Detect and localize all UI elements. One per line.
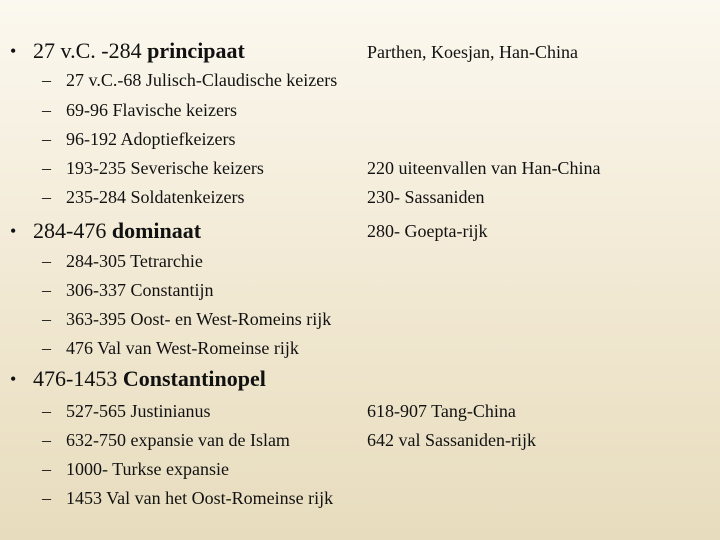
list-item: 235-284 Soldatenkeizers bbox=[66, 187, 245, 207]
side-note: 618-907 Tang-China bbox=[367, 401, 516, 421]
dash-icon: – bbox=[42, 488, 51, 508]
section-title-name: dominaat bbox=[111, 218, 202, 243]
dash-icon: – bbox=[42, 187, 51, 207]
list-item: 69-96 Flavische keizers bbox=[66, 100, 237, 120]
section-title-years: 27 v.C. -284 bbox=[33, 38, 142, 63]
list-item: 27 v.C.-68 Julisch-Claudische keizers bbox=[66, 70, 338, 90]
dash-icon: – bbox=[42, 309, 51, 329]
section-title-name: principaat bbox=[147, 38, 245, 63]
bullet-icon: • bbox=[10, 369, 17, 389]
list-item: 1000- Turkse expansie bbox=[66, 459, 229, 479]
dash-icon: – bbox=[42, 129, 51, 149]
dash-icon: – bbox=[42, 338, 51, 358]
list-item: 306-337 Constantijn bbox=[66, 280, 214, 300]
list-item: 476 Val van West-Romeinse rijk bbox=[66, 338, 299, 358]
side-note: Parthen, Koesjan, Han-China bbox=[367, 42, 578, 62]
section-title-years: 284-476 bbox=[33, 218, 107, 243]
bullet-icon: • bbox=[10, 221, 17, 241]
list-item: 193-235 Severische keizers bbox=[66, 158, 264, 178]
side-note: 230- Sassaniden bbox=[367, 187, 485, 207]
side-note: 220 uiteenvallen van Han-China bbox=[367, 158, 601, 178]
dash-icon: – bbox=[42, 280, 51, 300]
list-item: 96-192 Adoptiefkeizers bbox=[66, 129, 236, 149]
bullet-icon: • bbox=[10, 41, 17, 61]
list-item: 1453 Val van het Oost-Romeinse rijk bbox=[66, 488, 334, 508]
side-note: 642 val Sassaniden-rijk bbox=[367, 430, 536, 450]
side-note: 280- Goepta-rijk bbox=[367, 221, 488, 241]
section-title bbox=[33, 220, 201, 242]
dash-icon: – bbox=[42, 459, 51, 479]
list-item: 363-395 Oost- en West-Romeins rijk bbox=[66, 309, 332, 329]
section-title-years: 476-1453 bbox=[33, 366, 118, 391]
section-title bbox=[33, 40, 245, 62]
dash-icon: – bbox=[42, 401, 51, 421]
dash-icon: – bbox=[42, 158, 51, 178]
list-item: 284-305 Tetrarchie bbox=[66, 251, 203, 271]
dash-icon: – bbox=[42, 70, 51, 90]
dash-icon: – bbox=[42, 251, 51, 271]
section-title bbox=[33, 368, 266, 390]
section-title-name: Constantinopel bbox=[122, 366, 266, 391]
dash-icon: – bbox=[42, 430, 51, 450]
list-item: 632-750 expansie van de Islam bbox=[66, 430, 290, 450]
dash-icon: – bbox=[42, 100, 51, 120]
list-item: 527-565 Justinianus bbox=[66, 401, 211, 421]
